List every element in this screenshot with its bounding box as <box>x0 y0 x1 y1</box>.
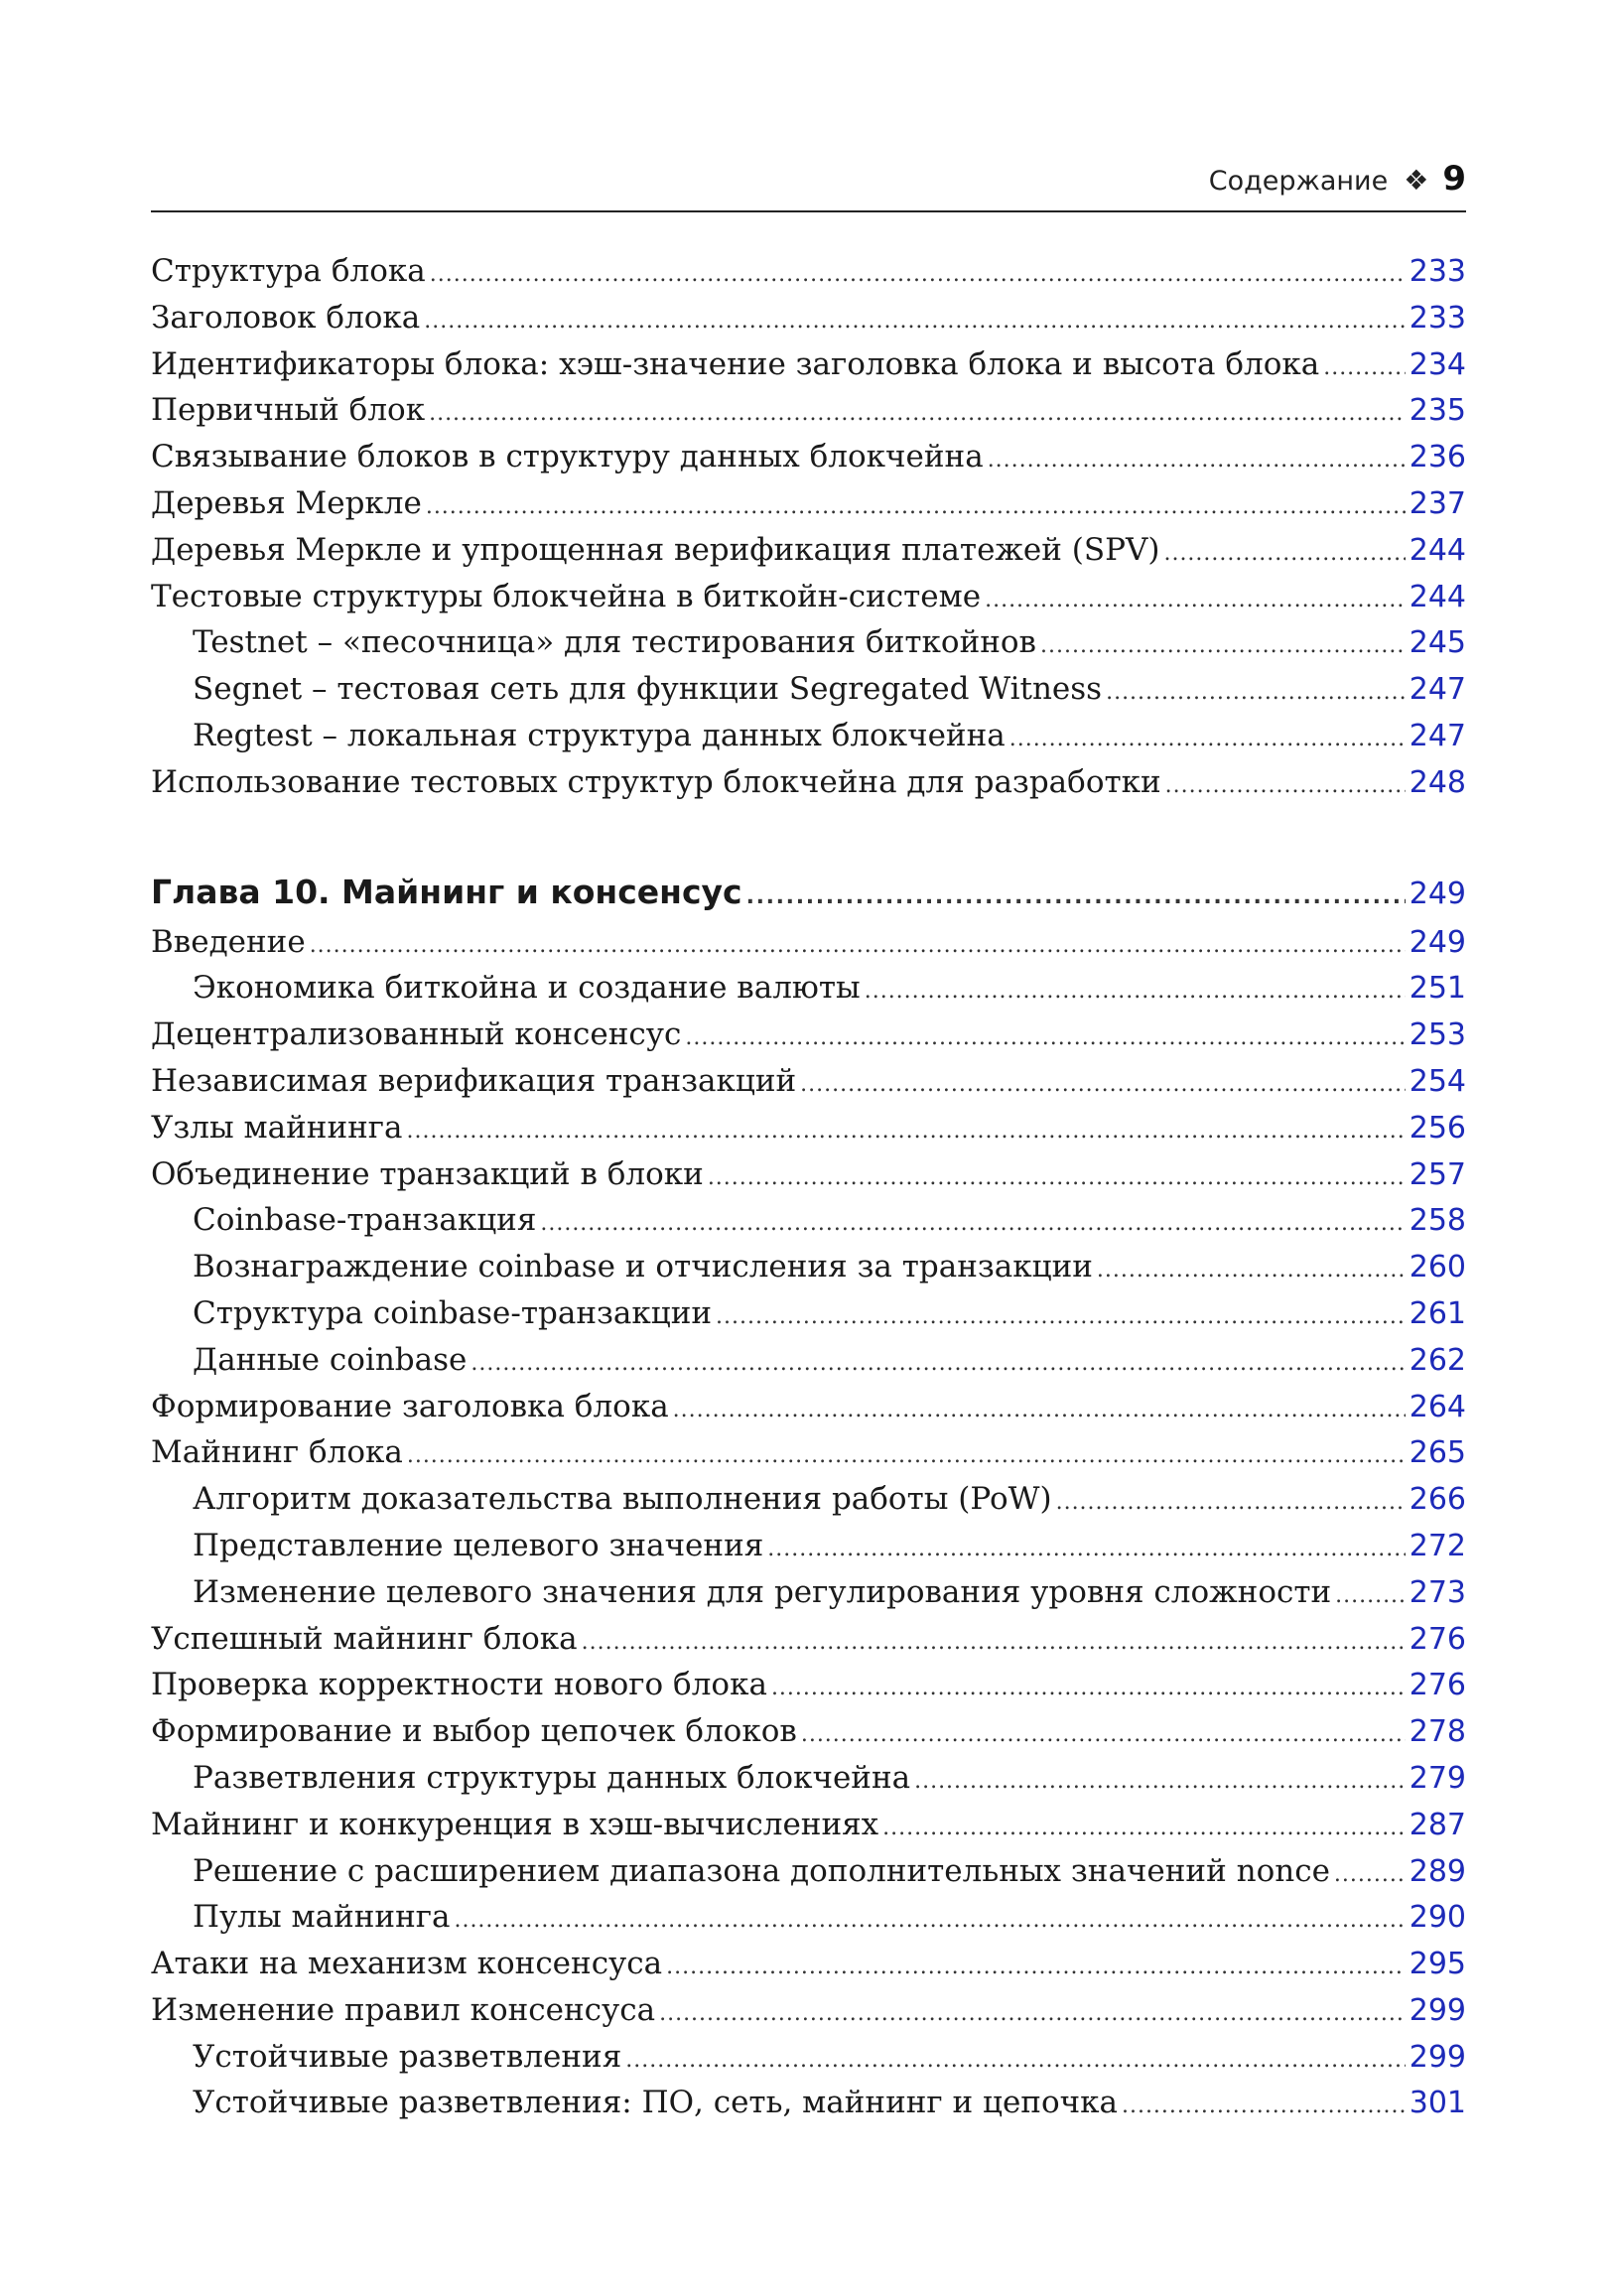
toc-entry[interactable] <box>151 1987 1466 2034</box>
leader-dots <box>429 387 1406 438</box>
leader-dots <box>1040 619 1406 670</box>
toc-entry-page: 299 <box>1409 1992 1466 2028</box>
toc-chapter-page: 249 <box>1409 876 1466 911</box>
toc-entry-page: 244 <box>1409 532 1466 568</box>
leader-dots <box>454 1894 1405 1945</box>
toc-entry-label: Решение с расширением диапазона дополнительных значений nonce <box>193 1852 1330 1889</box>
leader-dots <box>407 1429 1406 1480</box>
toc-entry[interactable] <box>151 387 1466 434</box>
toc-entry-label: Coinbase-транзакция <box>193 1202 537 1239</box>
toc-entry[interactable] <box>151 1197 1466 1244</box>
toc-entry-page: 266 <box>1409 1482 1466 1518</box>
leader-dots <box>1056 1476 1406 1527</box>
toc-entry[interactable] <box>151 248 1466 295</box>
table-of-contents <box>151 248 1466 2126</box>
leader-dots <box>659 1987 1406 2038</box>
toc-section-2 <box>151 919 1466 2127</box>
header-rule <box>151 210 1466 212</box>
toc-entry-label: Использование тестовых структур блокчейна для разработки <box>151 763 1161 800</box>
toc-entry-label: Независимая верификация транзакций <box>151 1062 797 1099</box>
toc-entry-page: 249 <box>1409 924 1466 960</box>
toc-entry-label: Майнинг и конкуренция в хэш-вычислениях <box>151 1806 879 1842</box>
toc-entry[interactable] <box>151 965 1466 1012</box>
toc-entry-label: Объединение транзакций в блоки <box>151 1155 704 1192</box>
toc-entry-label: Устойчивые разветвления: ПО, сеть, майнинг и цепочка <box>193 2085 1118 2121</box>
toc-entry-page: 273 <box>1409 1574 1466 1610</box>
toc-entry[interactable] <box>151 666 1466 713</box>
toc-entry-page: 276 <box>1409 1668 1466 1703</box>
leader-dots <box>1097 1244 1406 1294</box>
toc-entry-label: Проверка корректности нового блока <box>151 1667 767 1703</box>
leader-dots <box>988 434 1406 484</box>
toc-entry-label: Успешный майнинг блока <box>151 1620 578 1657</box>
leader-dots <box>1165 759 1406 810</box>
toc-entry-label: Segnet – тестовая сеть для функции Segregated Witness <box>193 671 1103 708</box>
toc-entry[interactable] <box>151 619 1466 666</box>
toc-entry[interactable] <box>151 480 1466 527</box>
toc-entry-page: 290 <box>1409 1900 1466 1936</box>
ornament-icon: ❖ <box>1404 164 1429 197</box>
toc-entry-label: Пулы майнинга <box>193 1899 451 1936</box>
toc-entry-label: Изменение правил консенсуса <box>151 1991 656 2028</box>
toc-entry[interactable] <box>151 1523 1466 1569</box>
toc-entry-page: 251 <box>1409 971 1466 1007</box>
toc-entry-label: Вознаграждение coinbase и отчисления за транзакции <box>193 1249 1093 1285</box>
toc-entry-label: Testnet – «песочница» для тестирования биткойнов <box>193 624 1037 661</box>
leader-dots <box>407 1105 1406 1155</box>
leader-dots <box>430 248 1406 299</box>
toc-entry-label: Связывание блоков в структуру данных блокчейна <box>151 439 984 475</box>
leader-dots <box>914 1755 1406 1806</box>
toc-entry-label: Разветвления структуры данных блокчейна <box>193 1759 911 1796</box>
toc-entry-label: Идентификаторы блока: хэш-значение заголовка блока и высота блока <box>151 345 1320 382</box>
toc-entry-label: Узлы майнинга <box>151 1109 403 1146</box>
toc-entry[interactable] <box>151 2080 1466 2126</box>
toc-entry-page: 265 <box>1409 1435 1466 1471</box>
toc-entry-page: 233 <box>1409 300 1466 336</box>
toc-entry-page: 233 <box>1409 254 1466 289</box>
toc-entry[interactable] <box>151 1384 1466 1430</box>
leader-dots <box>625 2034 1405 2085</box>
leader-dots <box>800 1058 1406 1109</box>
toc-entry[interactable] <box>151 1429 1466 1476</box>
toc-entry[interactable] <box>151 1894 1466 1941</box>
toc-entry-label: Атаки на механизм консенсуса <box>151 1946 663 1982</box>
toc-entry-label: Структура блока <box>151 253 426 289</box>
toc-entry-label: Майнинг блока <box>151 1434 403 1471</box>
toc-entry[interactable] <box>151 527 1466 574</box>
toc-entry-page: 279 <box>1409 1760 1466 1796</box>
leader-dots <box>673 1384 1406 1434</box>
leader-dots <box>582 1616 1406 1667</box>
toc-entry-label: Представление целевого значения <box>193 1527 764 1563</box>
toc-entry-label: Деревья Меркле <box>151 484 422 521</box>
toc-entry-label: Формирование заголовка блока <box>151 1388 669 1424</box>
leader-dots <box>1122 2080 1406 2130</box>
leader-dots <box>882 1802 1406 1852</box>
toc-entry[interactable] <box>151 1569 1466 1616</box>
toc-entry-page: 244 <box>1409 579 1466 614</box>
toc-entry-page: 272 <box>1409 1528 1466 1563</box>
page-number: 9 <box>1442 159 1466 199</box>
toc-entry-label: Формирование и выбор цепочек блоков <box>151 1713 797 1750</box>
toc-entry-label: Данные coinbase <box>193 1341 468 1378</box>
leader-dots <box>666 1941 1406 1991</box>
toc-entry[interactable] <box>151 1708 1466 1755</box>
leader-dots <box>310 919 1406 970</box>
toc-entry-label: Изменение целевого значения для регулирования уровня сложности <box>193 1573 1332 1610</box>
toc-entry-label: Первичный блок <box>151 392 426 429</box>
toc-entry-page: 235 <box>1409 393 1466 429</box>
toc-chapter-label: Глава 10. Майнинг и консенсус <box>151 872 742 911</box>
toc-entry[interactable] <box>151 574 1466 620</box>
leader-dots <box>865 965 1406 1015</box>
toc-entry[interactable] <box>151 1058 1466 1105</box>
leader-dots <box>426 480 1406 531</box>
toc-entry-page: 299 <box>1409 2039 1466 2075</box>
toc-entry[interactable] <box>151 1151 1466 1198</box>
leader-dots <box>801 1708 1406 1759</box>
leader-dots <box>1334 1848 1406 1899</box>
toc-entry-page: 295 <box>1409 1947 1466 1982</box>
toc-entry-page: 234 <box>1409 346 1466 382</box>
toc-entry-page: 301 <box>1409 2086 1466 2121</box>
leader-dots <box>746 866 1406 924</box>
toc-entry-page: 254 <box>1409 1063 1466 1099</box>
toc-entry[interactable] <box>151 1848 1466 1895</box>
leader-dots <box>1163 527 1405 578</box>
toc-entry[interactable] <box>151 1105 1466 1151</box>
toc-entry-page: 257 <box>1409 1156 1466 1192</box>
toc-entry-page: 248 <box>1409 764 1466 800</box>
leader-dots <box>1009 713 1406 763</box>
toc-entry-page: 253 <box>1409 1017 1466 1053</box>
toc-entry-page: 264 <box>1409 1389 1466 1424</box>
toc-entry[interactable] <box>151 1616 1466 1663</box>
toc-entry-page: 245 <box>1409 625 1466 661</box>
toc-entry-page: 287 <box>1409 1807 1466 1842</box>
toc-entry-label: Устойчивые разветвления <box>193 2038 622 2075</box>
leader-dots <box>470 1337 1405 1388</box>
toc-entry-label: Структура coinbase-транзакции <box>193 1294 713 1331</box>
leader-dots <box>1323 341 1406 392</box>
leader-dots <box>1106 666 1406 717</box>
toc-entry-page: 261 <box>1409 1295 1466 1331</box>
toc-entry-label: Regtest – локальная структура данных блокчейна <box>193 717 1006 753</box>
leader-dots <box>985 574 1406 624</box>
toc-entry[interactable] <box>151 1662 1466 1708</box>
toc-entry[interactable] <box>151 1337 1466 1384</box>
toc-entry[interactable] <box>151 2034 1466 2081</box>
leader-dots <box>685 1012 1405 1062</box>
toc-entry-label: Экономика биткойна и создание валюты <box>193 970 861 1007</box>
leader-dots <box>424 295 1405 345</box>
leader-dots <box>767 1523 1405 1573</box>
toc-entry-page: 289 <box>1409 1853 1466 1889</box>
leader-dots <box>771 1662 1406 1712</box>
toc-entry-page: 247 <box>1409 672 1466 708</box>
leader-dots <box>1335 1569 1406 1620</box>
toc-entry[interactable] <box>151 1244 1466 1290</box>
toc-entry-page: 258 <box>1409 1203 1466 1239</box>
toc-entry-page: 260 <box>1409 1250 1466 1285</box>
toc-entry-page: 262 <box>1409 1342 1466 1378</box>
toc-entry-label: Алгоритм доказательства выполнения работы (PoW) <box>193 1481 1052 1518</box>
toc-entry[interactable] <box>151 1802 1466 1848</box>
toc-entry-label: Введение <box>151 923 306 960</box>
toc-entry[interactable] <box>151 1476 1466 1523</box>
toc-entry-label: Заголовок блока <box>151 299 421 336</box>
leader-dots <box>708 1151 1406 1202</box>
toc-entry[interactable] <box>151 434 1466 480</box>
toc-entry[interactable] <box>151 1290 1466 1337</box>
toc-entry[interactable] <box>151 341 1466 388</box>
toc-section-1 <box>151 248 1466 806</box>
toc-entry[interactable] <box>151 919 1466 966</box>
leader-dots <box>716 1290 1406 1341</box>
toc-entry[interactable] <box>151 759 1466 806</box>
toc-entry[interactable] <box>151 713 1466 759</box>
toc-chapter-10[interactable] <box>151 866 1466 919</box>
toc-entry-page: 276 <box>1409 1621 1466 1657</box>
toc-entry-page: 237 <box>1409 485 1466 521</box>
running-head-section: Содержание <box>1208 166 1389 197</box>
toc-entry-page: 247 <box>1409 718 1466 753</box>
toc-entry-page: 256 <box>1409 1110 1466 1146</box>
toc-entry-page: 278 <box>1409 1714 1466 1750</box>
toc-entry[interactable] <box>151 1012 1466 1058</box>
toc-entry-label: Тестовые структуры блокчейна в биткойн-системе <box>151 578 982 614</box>
running-head <box>151 159 1466 199</box>
toc-entry-label: Децентрализованный консенсус <box>151 1016 682 1053</box>
toc-entry-label: Деревья Меркле и упрощенная верификация платежей (SPV) <box>151 531 1160 568</box>
toc-entry[interactable] <box>151 1941 1466 1987</box>
toc-entry[interactable] <box>151 295 1466 341</box>
leader-dots <box>540 1197 1405 1248</box>
toc-entry-page: 236 <box>1409 440 1466 475</box>
toc-entry[interactable] <box>151 1755 1466 1802</box>
